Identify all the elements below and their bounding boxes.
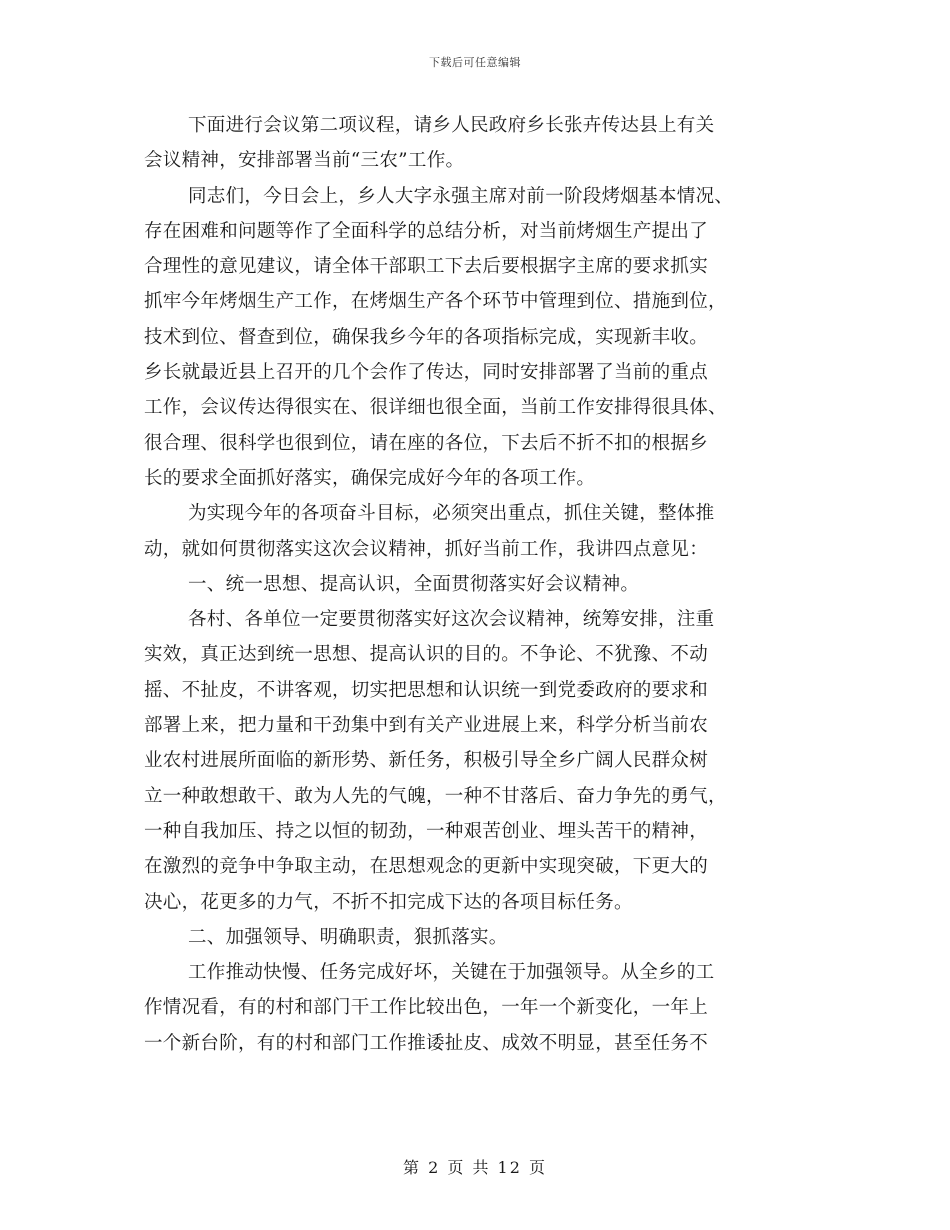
text-line: 作情况看，有的村和部门干工作比较出色，一年一个新变化，一年上 bbox=[144, 997, 709, 1019]
text-line: 下面进行会议第二项议程，请乡人民政府乡长张卉传达县上有关 bbox=[188, 115, 715, 136]
text-line: 部署上来，把力量和干劲集中到有关产业进展上来，科学分析当前农 bbox=[144, 715, 709, 737]
text-line: 动，就如何贯彻落实这次会议精神，抓好当前工作，我讲四点意见： bbox=[144, 538, 709, 560]
text-line: 存在困难和问题等作了全面科学的总结分析，对当前烤烟生产提出了 bbox=[144, 220, 709, 242]
text-line: 一、统一思想、提高认识，全面贯彻落实好会议精神。 bbox=[188, 573, 640, 595]
text-line: 工作推动快慢、任务完成好坏，关键在于加强领导。从全乡的工 bbox=[188, 962, 715, 984]
text-line: 会议精神，安排部署当前“三农”工作。 bbox=[144, 150, 465, 172]
text-line: 摇、不扯皮，不讲客观，切实把思想和认识统一到党委政府的要求和 bbox=[144, 679, 709, 701]
text-line: 一种自我加压、持之以恒的韧劲，一种艰苦创业、埋头苦干的精神， bbox=[144, 820, 709, 842]
text-line: 为实现今年的各项奋斗目标，必须突出重点，抓住关键，整体推 bbox=[188, 503, 715, 525]
text-line: 立一种敢想敢干、敢为人先的气魄，一种不甘落后、奋力争先的勇气， bbox=[144, 785, 727, 807]
text-line: 业农村进展所面临的新形势、新任务，积极引导全乡广阔人民群众树 bbox=[144, 750, 709, 772]
document-body bbox=[144, 108, 809, 1061]
text-line: 乡长就最近县上召开的几个会作了传达，同时安排部署了当前的重点 bbox=[144, 362, 709, 384]
text-line: 很合理、很科学也很到位，请在座的各位，下去后不折不扣的根据乡 bbox=[144, 432, 709, 454]
text-line: 决心，花更多的力气，不折不扣完成下达的各项目标任务。 bbox=[144, 891, 633, 913]
text-line: 二、加强领导、明确职责，狠抓落实。 bbox=[188, 926, 508, 948]
text-line: 同志们，今日会上，乡人大字永强主席对前一阶段烤烟基本情况、 bbox=[188, 185, 734, 207]
text-line: 合理性的意见建议，请全体干部职工下去后要根据字主席的要求抓实 bbox=[144, 256, 709, 278]
page-footer: 第 2 页 共 12 页 bbox=[403, 1158, 547, 1177]
text-line: 技术到位、督查到位，确保我乡今年的各项指标完成，实现新丰收。 bbox=[144, 326, 709, 348]
text-line: 一个新台阶，有的村和部门工作推诿扯皮、成效不明显，甚至任务不 bbox=[144, 1032, 709, 1054]
page-header: 下载后可任意编辑 bbox=[429, 56, 521, 69]
text-line: 各村、各单位一定要贯彻落实好这次会议精神，统筹安排，注重 bbox=[188, 609, 715, 631]
text-line: 实效，真正达到统一思想、提高认识的目的。不争论、不犹豫、不动 bbox=[144, 644, 709, 666]
text-line: 工作，会议传达得很实在、很详细也很全面，当前工作安排得很具体、 bbox=[144, 397, 727, 419]
text-line: 在激烈的竞争中争取主动，在思想观念的更新中实现突破，下更大的 bbox=[144, 856, 709, 878]
text-line: 抓牢今年烤烟生产工作，在烤烟生产各个环节中管理到位、措施到位， bbox=[144, 291, 727, 313]
text-line: 长的要求全面抓好落实，确保完成好今年的各项工作。 bbox=[144, 467, 596, 489]
